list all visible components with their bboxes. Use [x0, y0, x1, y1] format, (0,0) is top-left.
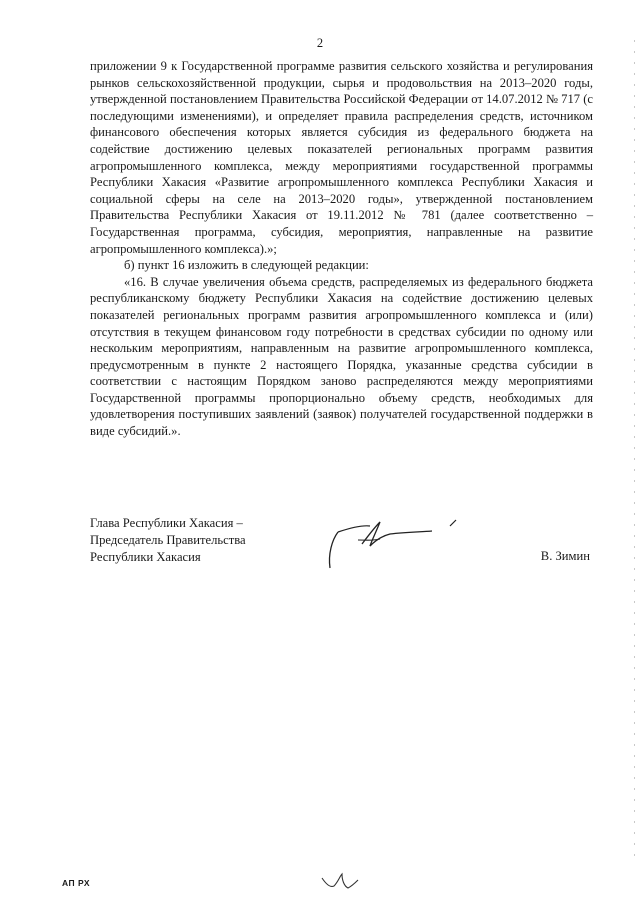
document-body	[90, 58, 593, 440]
signatory-title-line: Глава Республики Хакасия –	[90, 516, 243, 530]
signatory-title	[90, 515, 290, 565]
signer-name: В. Зимин	[540, 549, 590, 563]
scan-edge-marks	[633, 40, 636, 860]
initials-mark	[318, 870, 362, 892]
paragraph-continuation: приложении 9 к Государственной программе развития сельского хозяйства и регулирования рынков сельскохозяйственной продукции, сырья и продовольствия на 2013–2020 годы, утвержденной постановлением Правительства Российской Федерации от 14.07.2012 № 717 (с последующими изменениями), и определяет правила распределения средств, источником финансового обеспечения которых является субсидия из федерального бюджета на содействие достижению целевых показателей региональных программ развития агропромышленного комплекса, между мероприятиями государственной программы Республики Хакасия «Развитие агропромышленного комплекса Республики Хакасия и социальной сферы на селе на 2013–2020 годы», утвержденной постановлением Правительства Республики Хакасия от 19.11.2012 № 781 (далее соответственно – Государственная программа, субсидия, мероприятия, направленные на развитие агропромышленного комплекса).»;	[90, 59, 593, 256]
page-number: 2	[316, 36, 324, 50]
handwritten-signature	[310, 510, 470, 580]
paragraph-clause-16: «16. В случае увеличения объема средств, распределяемых из федерального бюджета республиканскому бюджету Республики Хакасия на содействие достижению целевых показателей региональных программ развития агропромышленного комплекса и (или) отсутствия в текущем финансовом году потребности в средствах субсидии по одному или нескольким мероприятиям, направленным на развитие агропромышленного комплекса, предусмотренным в пункте 2 настоящего Порядка, указанные средства субсидии в соответствии с настоящим Порядком заново распределяются между мероприятиями Государственной программы пропорционально объему средств, необходимых для удовлетворения поступивших заявлений (заявок) получателей государственной поддержки в виде субсидий.».	[90, 274, 593, 439]
paragraph-item-b: б) пункт 16 изложить в следующей редакции:	[124, 258, 369, 273]
signatory-title-line: Республики Хакасия	[90, 549, 201, 564]
footer-code: АП РХ	[62, 878, 91, 888]
signatory-title-line: Председатель Правительства	[90, 532, 246, 547]
